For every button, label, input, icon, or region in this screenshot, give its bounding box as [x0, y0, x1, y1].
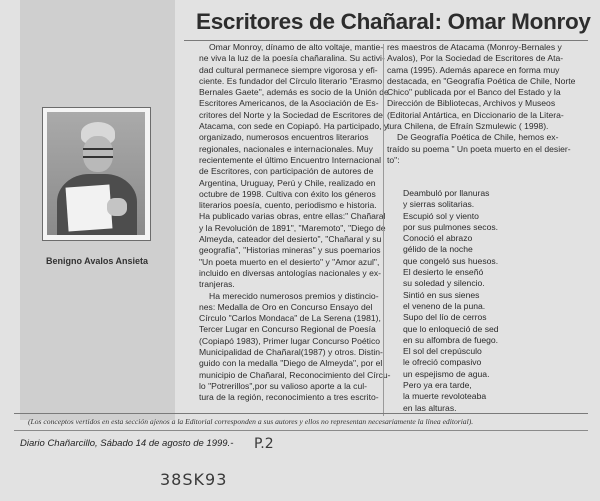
text-line: Escritores Americanos, de la Asociación de Es- — [199, 98, 379, 109]
text-line: municipio de Chañaral, Reconocimiento del Círcu- — [199, 369, 391, 380]
poem-line: un espejismo de agua. — [403, 368, 490, 379]
text-line: to": — [387, 154, 400, 165]
text-line: "Un poeta muerto en el desierto" y "Amor azul", — [199, 256, 380, 267]
bottom-divider — [14, 413, 588, 414]
publication-footer: Diario Chañarcillo, Sábado 14 de agosto de 1999.- — [20, 438, 234, 449]
poem-line: en su alfombra de fuego. — [403, 334, 499, 345]
text-line: (Copiapó 1983), Primer lugar Concurso Poético — [199, 335, 381, 346]
text-line: Omar Monroy, dínamo de alto voltaje, mantie- — [209, 42, 384, 52]
editorial-disclaimer: (Los conceptos vertidos en esta sección ajenos a la Editorial corresponden a sus autores y ellos no representan necesariamente la línea editorial). — [28, 417, 474, 426]
poem-line: la muerte revoloteaba — [403, 391, 487, 402]
portrait-image — [47, 112, 145, 235]
author-photo — [42, 107, 151, 241]
poem-line: Pero ya era tarde, — [403, 380, 472, 391]
text-line: Círculo "Carlos Mondaca" de La Serena (1981), — [199, 313, 381, 324]
text-line: octubre de 1998. Cultiva con éxito los géneros — [199, 188, 376, 199]
poem-line: Sintió en sus sienes — [403, 289, 480, 300]
text-line: geografía", "Historias mineras" y sus poemarios — [199, 245, 381, 256]
text-line: critores del Norte y la Sociedad de Escritores de — [199, 109, 383, 120]
text-line: y la Revolución de 1891", "Maremoto", "Diego de — [199, 222, 386, 233]
text-line: De Geografía Poética de Chile, hemos ex- — [397, 132, 559, 143]
text-line: tranjeras. — [199, 279, 235, 290]
poem-line: el veneno de la puna. — [403, 300, 486, 311]
text-line: ciente. Es fundador del Círculo literario "Erasmo — [199, 75, 383, 86]
text-line: cama (1995). Además aparece en forma muy — [387, 64, 560, 75]
footer-divider — [14, 430, 588, 431]
article-column-2 — [387, 42, 577, 166]
text-line: Municipalidad de Chañaral(1987) y otros. Distin- — [199, 347, 383, 358]
poem-line: El desierto le enseñó — [403, 267, 484, 278]
text-line: Ha merecido numerosos premios y distincio- — [209, 290, 379, 301]
text-line: guido con la medalla "Diego de Almeyda", por el — [199, 358, 383, 369]
text-line: Tercer Lugar en Concurso Regional de Poesía — [199, 324, 376, 335]
poem — [403, 188, 553, 414]
poem-line: Supo del lío de cerros — [403, 312, 487, 323]
text-line: Avalos), Por la Sociedad de Escritores de Ata- — [387, 53, 564, 64]
handwritten-page-mark: P.2 — [254, 436, 274, 452]
poem-line: que congeló sus huesos. — [403, 255, 499, 266]
text-line: Bernales Gaete", además es socio de la Unión de — [199, 87, 389, 98]
title-divider — [184, 40, 588, 41]
text-line: (Editorial Antártica, en Diccionario de la Litera- — [387, 109, 564, 120]
text-line: res maestros de Atacama (Monroy-Bernales y — [387, 42, 562, 52]
text-line: tura de la región, reconocimiento a tres escrito- — [199, 392, 379, 403]
text-line: incluido en diversas antologías nacionales y ex- — [199, 267, 382, 278]
text-line: destacada, en "Geografía Poética de Chile, Norte — [387, 75, 576, 86]
text-line: ne viva la luz de la poesía chañaralina. Su activi- — [199, 53, 385, 64]
text-line: literarios poesía, cuento, periodismo e historia. — [199, 200, 377, 211]
text-line: Argentina, Uruguay, Perú y Chile, realizado en — [199, 177, 376, 188]
poem-line: Deambuló por llanuras — [403, 188, 490, 198]
text-line: lo "Potrerillos",por su valioso aporte a la cul- — [199, 380, 368, 391]
text-line: Almeyda, cateador del desierto", "Chañaral y su — [199, 234, 382, 245]
column-divider — [383, 44, 384, 416]
poem-line: por sus pulmones secos. — [403, 221, 499, 232]
poem-line: su soledad y silencio. — [403, 278, 485, 289]
poem-line: le ofreció compasivo — [403, 357, 482, 368]
text-line: recientemente el último Encuentro Internacional — [199, 154, 382, 165]
photo-caption: Benigno Avalos Ansieta — [46, 256, 149, 266]
text-line: traído su poema " Un poeta muerto en el desier- — [387, 143, 571, 154]
poem-line: El sol del crepúsculo — [403, 346, 482, 357]
text-line: Ha publicado varias obras, entre ellas:" Chañaral — [199, 211, 386, 222]
poem-line: Escupió sol y viento — [403, 210, 479, 221]
text-line: Chico" publicada por el Banco del Estado y la — [387, 87, 561, 98]
text-line: organizado, numerosos encuentros literarios — [199, 132, 369, 143]
article-title: Escritores de Chañaral: Omar Monroy — [196, 9, 591, 34]
handwritten-catalog-number: 38SK93 — [160, 470, 228, 489]
poem-line: Conoció el abrazo — [403, 233, 473, 244]
text-line: de Escritores, con participación de autores de — [199, 166, 374, 177]
poem-line: en las alturas. — [403, 402, 457, 413]
text-line: tura Chilena, de Efraín Szmulewic ( 1998). — [387, 121, 549, 132]
poem-line: que lo enloqueció de sed — [403, 323, 499, 334]
poem-line: y sierras solitarias. — [403, 199, 475, 210]
text-line: regionales, nacionales e internacionales. Muy — [199, 143, 373, 154]
text-line: Atacama, con sede en Copiapó. Ha participado, y — [199, 121, 389, 132]
text-line: nes: Medalla de Oro en Concurso Ensayo del — [199, 301, 373, 312]
text-line: dad cultural permanece siempre vigorosa y efi- — [199, 64, 378, 75]
article-column-1 — [199, 42, 391, 404]
text-line: Dirección de Bibliotecas, Archivos y Museos — [387, 98, 556, 109]
poem-line: gélido de la noche — [403, 244, 473, 255]
